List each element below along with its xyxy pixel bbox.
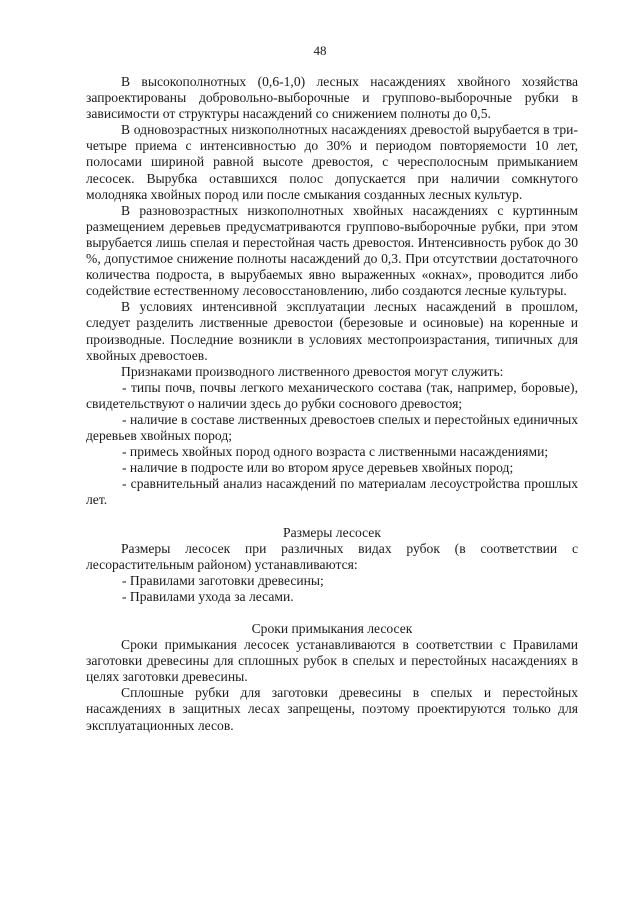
- paragraph: В разновозрастных низкополнотных хвойных насаждениях с куртинным размещением деревьев предусматриваются группово-выборочные рубки, при этом вырубается лишь спелая и перестойная часть древостоя. Интенсивность рубок до 30 %, допустимое снижение полноты насаждений до 0,3. При отсутствии достаточного количества подроста, в вырубаемых явно выраженных «окнах», проводится либо содействие естественному лесовосстановлению, либо создаются лесные культуры.: [86, 202, 578, 299]
- paragraph: Размеры лесосек при различных видах рубок (в соответствии с лесорастительным районом) устанавливаются:: [86, 540, 578, 572]
- list-item: - примесь хвойных пород одного возраста с лиственными насаждениями;: [122, 444, 549, 460]
- list-item: - Правилами ухода за лесами.: [122, 588, 294, 604]
- paragraph: Сплошные рубки для заготовки древесины в спелых и перестойных насаждениях в защитных лесах запрещены, поэтому проектируются только для эксплуатационных лесов.: [86, 685, 578, 733]
- section-heading-terms: Сроки примыкания лесосек: [251, 621, 413, 636]
- list-item: - сравнительный анализ насаждений по материалам лесоустройства прошлых лет.: [86, 476, 578, 508]
- list-item: - Правилами заготовки древесины;: [122, 572, 324, 588]
- section-heading-sizes: Размеры лесосек: [283, 524, 381, 540]
- paragraph: В высокополнотных (0,6-1,0) лесных насаждениях хвойного хозяйства запроектированы добровольно-выборочные и группово-выборочные рубки в зависимости от структуры насаждений со снижением полноты до 0,5.: [86, 74, 578, 122]
- paragraph: Признаками производного лиственного древостоя могут служить:: [121, 363, 504, 379]
- paragraph: В одновозрастных низкополнотных насаждениях древостой вырубается в три-четыре приема с интенсивностью до 30% и периодом повторяемости 10 лет, полосами шириной равной высоте древостоя, с чересполосным примыканием лесосек. Вырубка оставшихся полос допускается при наличии сомкнутого молодняка хвойных пород или после смыкания созданных лесных культур.: [86, 122, 578, 202]
- page-number: 48: [313, 43, 327, 58]
- paragraph: В условиях интенсивной эксплуатации лесных насаждений в прошлом, следует разделить лиственные древостои (березовые и осиновые) на коренные и производные. Последние возникли в условиях местопроизрастания, типичных для хвойных древостоев.: [86, 299, 578, 363]
- list-item: - типы почв, почвы легкого механического состава (так, например, боровые), свидетельствуют о наличии здесь до рубки соснового древостоя;: [86, 379, 578, 411]
- page-content: [86, 74, 578, 734]
- list-item: - наличие в подросте или во втором ярусе деревьев хвойных пород;: [122, 460, 514, 476]
- list-item: - наличие в составе лиственных древостоев спелых и перестойных единичных деревьев хвойных пород;: [86, 411, 578, 444]
- paragraph: Сроки примыкания лесосек устанавливаются в соответствии с Правилами заготовки древесины для сплошных рубок в спелых и перестойных насаждениях в целях заготовки древесины.: [86, 637, 578, 685]
